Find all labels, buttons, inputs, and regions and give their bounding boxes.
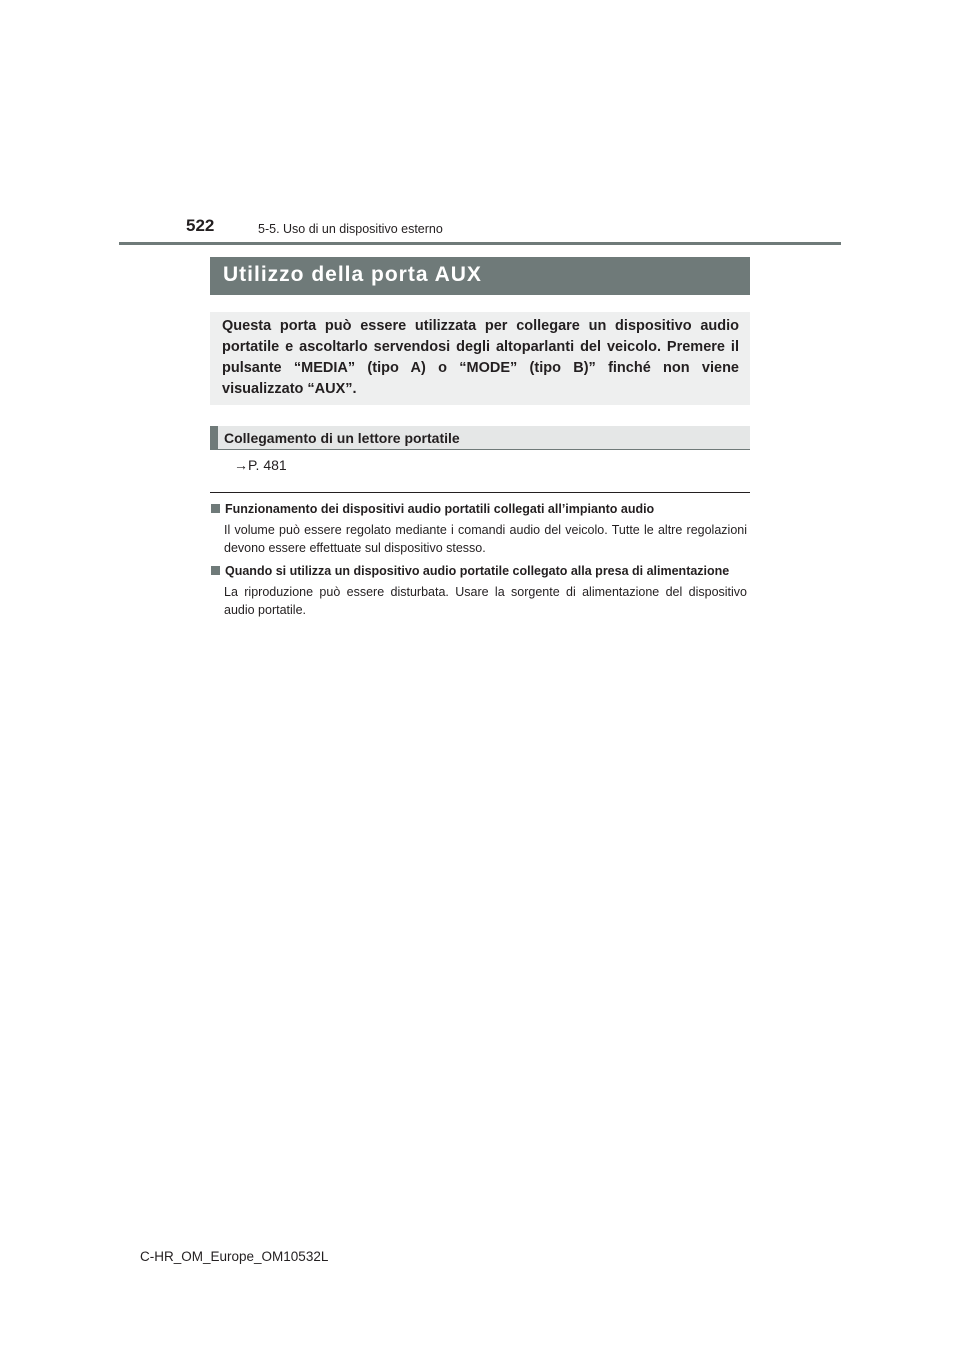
subsection-accent [210,426,218,450]
page-reference-link[interactable]: →P. 481 [234,457,287,473]
document-code: C-HR_OM_Europe_OM10532L [140,1249,329,1264]
note-item [211,562,747,619]
note-body: La riproduzione può essere disturbata. Usare la sorgente di alimentazione del dispositivo audio portatile. [224,585,747,617]
subsection-title: Collegamento di un lettore portatile [224,430,460,446]
note-heading [211,500,747,518]
section-reference: 5-5. Uso di un dispositivo esterno [258,222,443,236]
note-body: Il volume può essere regolato mediante i comandi audio del veicolo. Tutte le altre regolazioni devono essere effettuate sul dispositivo stesso. [224,523,747,555]
page-number: 522 [186,216,215,235]
note-item [211,500,747,557]
note-heading-text: Quando si utilizza un dispositivo audio portatile collegato alla presa di alimentazione [225,564,730,578]
header-divider [119,242,841,245]
notes-divider [210,492,750,493]
note-heading [211,562,747,580]
note-heading-text: Funzionamento dei dispositivi audio portatili collegati all’impianto audio [225,502,655,516]
page-title: Utilizzo della porta AUX [210,257,750,295]
intro-text: Questa porta può essere utilizzata per collegare un dispositivo audio portatile e ascoltarlo servendosi degli altoparlanti del veicolo. Premere il pulsante “MEDIA” (tipo A) o “MODE” (tipo B)” finché non viene visualizzato “AUX”. [222,318,739,397]
square-bullet-icon [211,504,220,513]
intro-box [210,312,750,405]
subsection-header [210,426,750,450]
square-bullet-icon [211,566,220,575]
